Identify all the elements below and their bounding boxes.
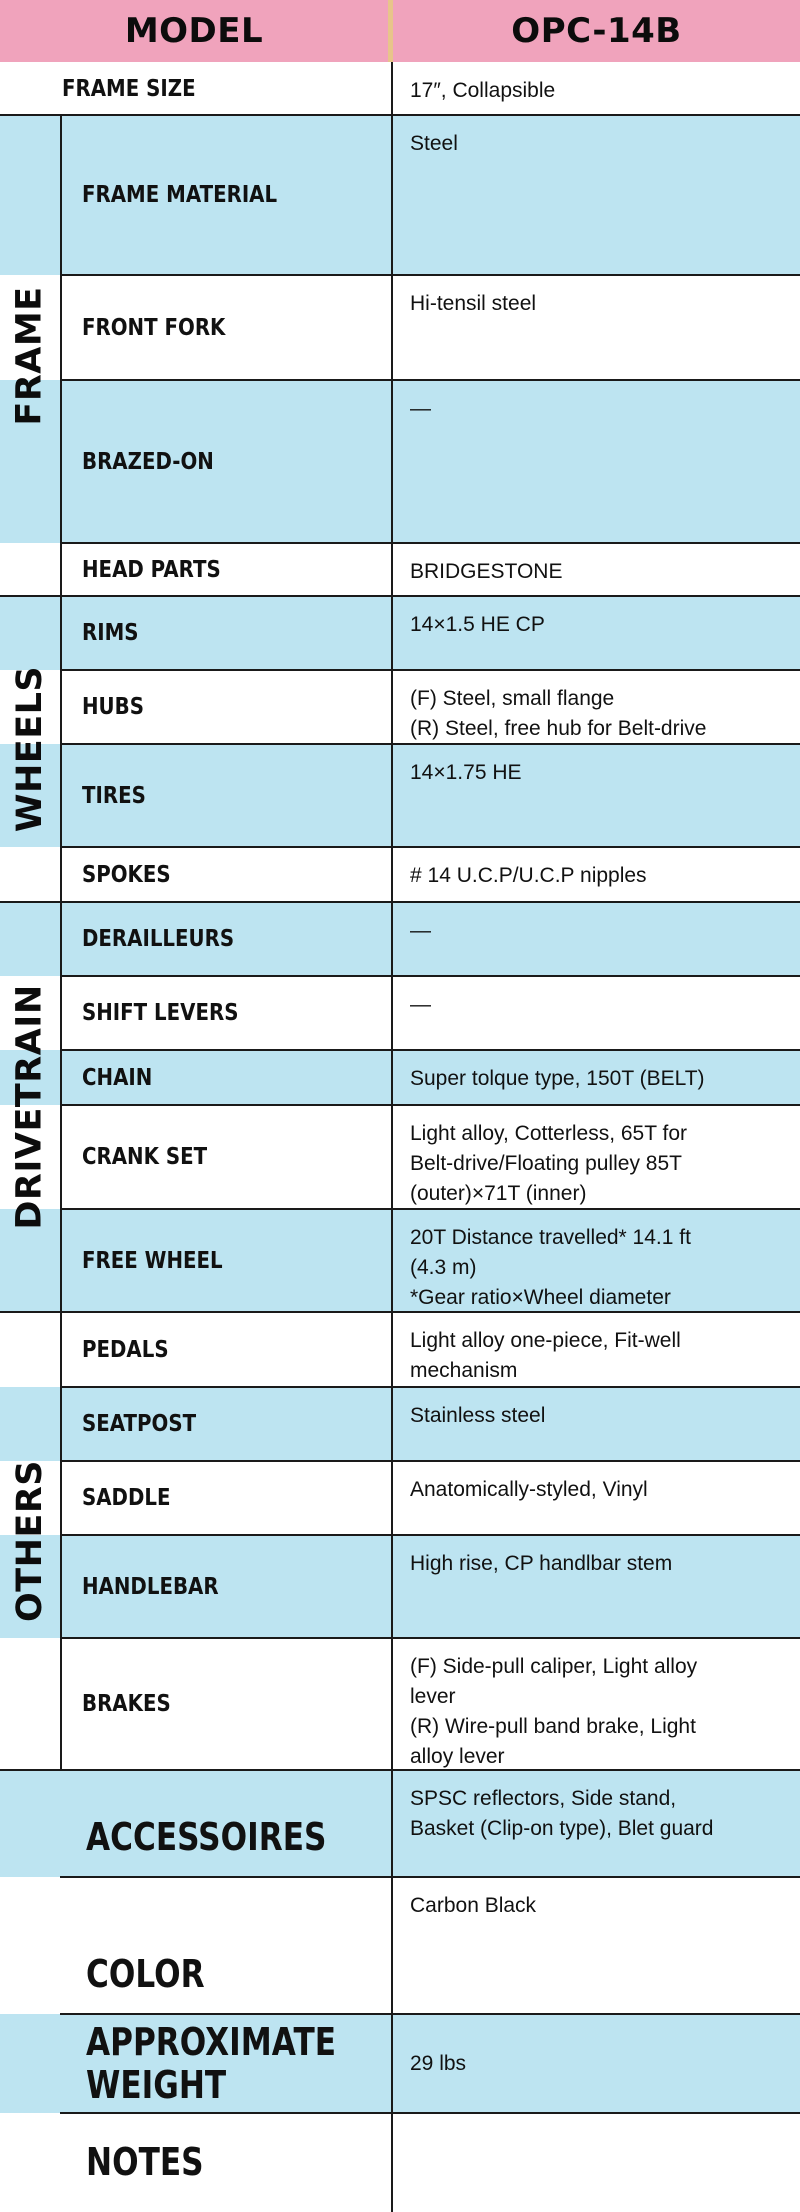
row-divider (0, 1311, 800, 1313)
spec-label: HEAD PARTS (82, 556, 221, 583)
spec-value-line: (R) Wire-pull band brake, Light (410, 1715, 696, 1738)
model-header-value: OPC-14B (393, 0, 800, 62)
spec-row-derailleurs (0, 902, 800, 976)
spec-label: SPOKES (82, 861, 171, 888)
spec-label: FRAME MATERIAL (82, 182, 278, 208)
spec-value-line: 14×1.5 HE CP (410, 613, 545, 636)
spec-value (410, 129, 788, 159)
spec-value (410, 990, 788, 1020)
spec-label: COLOR (86, 1952, 205, 1996)
spec-value (410, 1784, 788, 1844)
spec-label: APPROXIMATE WEIGHT (86, 2019, 337, 2107)
spec-value-line: lever (410, 1685, 456, 1708)
spec-value-line: Basket (Clip-on type), Blet guard (410, 1817, 714, 1840)
spec-row-notes (0, 2113, 800, 2212)
spec-value (410, 610, 788, 640)
row-divider (60, 1208, 800, 1210)
spec-value (410, 1223, 788, 1313)
spec-value-line: alloy lever (410, 1745, 505, 1768)
spec-value-line: mechanism (410, 1359, 518, 1382)
spec-value (410, 394, 788, 424)
row-divider (60, 1049, 800, 1051)
spec-value (410, 1549, 788, 1579)
spec-value-line: Stainless steel (410, 1404, 546, 1427)
spec-label: SEATPOST (82, 1411, 197, 1437)
row-divider (60, 2112, 800, 2114)
spec-label: SADDLE (82, 1485, 171, 1511)
spec-value (410, 289, 788, 319)
spec-value-line: Light alloy one-piece, Fit-well (410, 1329, 681, 1352)
spec-row-brakes (0, 1638, 800, 1770)
spec-value-line: # 14 U.C.P/U.C.P nipples (410, 864, 647, 887)
spec-label: CHAIN (82, 1064, 153, 1091)
row-divider (60, 274, 800, 276)
spec-label: FRAME SIZE (62, 75, 196, 102)
spec-row-rims (0, 596, 800, 670)
row-divider (60, 1386, 800, 1388)
spec-label: BRAZED-ON (82, 448, 214, 475)
spec-value-line: 29 lbs (410, 2051, 467, 2075)
section-others (0, 1312, 60, 1770)
spec-row-chain (0, 1050, 800, 1105)
spec-value (410, 557, 788, 587)
spec-label: HANDLEBAR (82, 1573, 219, 1600)
section-label: FRAME (10, 285, 50, 426)
spec-value-line: Hi-tensil steel (410, 292, 537, 315)
row-divider (0, 901, 800, 903)
spec-value (410, 2014, 788, 2113)
spec-row-free-wheel (0, 1209, 800, 1312)
spec-row-tires (0, 744, 800, 847)
spec-value (410, 1064, 788, 1094)
row-divider (60, 1534, 800, 1536)
section-label: OTHERS (10, 1460, 50, 1622)
spec-row-head-parts (0, 543, 800, 596)
row-divider (60, 1876, 800, 1878)
spec-row-saddle (0, 1461, 800, 1535)
column-divider (391, 62, 393, 2212)
spec-value-line: 20T Distance travelled* 14.1 ft (410, 1226, 691, 1249)
spec-value-line: (F) Side-pull caliper, Light alloy (410, 1655, 698, 1678)
spec-label: CRANK SET (82, 1144, 208, 1170)
row-divider (0, 1769, 800, 1771)
spec-label: FRONT FORK (82, 314, 226, 341)
spec-value-line: High rise, CP handlbar stem (410, 1552, 673, 1575)
spec-value-line: (R) Steel, free hub for Belt-drive (410, 717, 707, 740)
spec-value-line: 14×1.75 HE (410, 761, 522, 784)
spec-label: RIMS (82, 620, 139, 646)
spec-value-line: 17″, Collapsible (410, 79, 556, 102)
spec-label: ACCESSOIRES (86, 1815, 327, 1859)
row-divider (60, 2013, 800, 2015)
spec-value-line: Steel (410, 132, 458, 155)
row-divider (60, 542, 800, 544)
spec-row-frame-size (0, 62, 800, 115)
spec-value-line: Light alloy, Cotterless, 65T for (410, 1122, 688, 1145)
spec-row-approximate-weight (0, 2014, 800, 2113)
spec-label: TIRES (82, 782, 146, 809)
spec-value-line: — (410, 993, 431, 1016)
spec-value (410, 76, 788, 106)
row-divider (60, 1460, 800, 1462)
spec-value (410, 1326, 788, 1386)
spec-value-line: (outer)×71T (inner) (410, 1182, 587, 1205)
spec-value-line: Carbon Black (410, 1894, 537, 1917)
row-divider (60, 1104, 800, 1106)
section-drivetrain (0, 902, 60, 1312)
spec-row-handlebar (0, 1535, 800, 1638)
model-header-label: MODEL (0, 0, 388, 62)
spec-value (410, 1401, 788, 1431)
spec-row-color (0, 1877, 800, 2014)
spec-value (410, 758, 788, 788)
spec-value (410, 861, 788, 891)
spec-value-line: SPSC reflectors, Side stand, (410, 1787, 677, 1810)
spec-value-line: Super tolque type, 150T (BELT) (410, 1067, 705, 1090)
spec-row-front-fork (0, 275, 800, 380)
spec-value (410, 684, 788, 744)
spec-label: HUBS (82, 694, 144, 720)
spec-value (410, 1652, 788, 1772)
spec-row-accessoires (0, 1770, 800, 1877)
spec-value-line: (F) Steel, small flange (410, 687, 615, 710)
column-divider (60, 115, 62, 1770)
spec-value-line: Belt-drive/Floating pulley 85T (410, 1152, 682, 1175)
spec-value (410, 916, 788, 946)
section-frame (0, 115, 60, 596)
spec-value-line: (4.3 m) (410, 1256, 477, 1279)
row-divider (60, 743, 800, 745)
row-divider (60, 846, 800, 848)
spec-label: DERAILLEURS (82, 926, 235, 952)
spec-row-hubs (0, 670, 800, 744)
row-divider (0, 595, 800, 597)
spec-row-shift-levers (0, 976, 800, 1050)
spec-value (410, 1119, 788, 1209)
spec-value-line: *Gear ratio×Wheel diameter (410, 1286, 671, 1309)
spec-value (410, 1475, 788, 1505)
spec-value-line: — (410, 919, 431, 942)
row-divider (0, 114, 800, 116)
row-divider (60, 379, 800, 381)
section-label: WHEELS (10, 665, 51, 833)
spec-value-line: — (410, 397, 431, 420)
spec-label: PEDALS (82, 1336, 169, 1363)
spec-label: SHIFT LEVERS (82, 1000, 239, 1026)
row-divider (60, 1637, 800, 1639)
spec-row-pedals (0, 1312, 800, 1387)
spec-label: BRAKES (82, 1691, 171, 1717)
spec-row-frame-material (0, 115, 800, 275)
spec-label: NOTES (86, 2140, 204, 2184)
section-wheels (0, 596, 60, 902)
spec-row-brazed-on (0, 380, 800, 543)
section-label: DRIVETRAIN (10, 984, 50, 1230)
row-divider (60, 975, 800, 977)
spec-row-spokes (0, 847, 800, 902)
spec-value-line: BRIDGESTONE (410, 560, 563, 583)
spec-value (410, 1891, 788, 1921)
spec-label: FREE WHEEL (82, 1247, 223, 1274)
spec-row-seatpost (0, 1387, 800, 1461)
row-divider (60, 669, 800, 671)
spec-row-crank-set (0, 1105, 800, 1209)
spec-value-line: Anatomically-styled, Vinyl (410, 1478, 648, 1501)
